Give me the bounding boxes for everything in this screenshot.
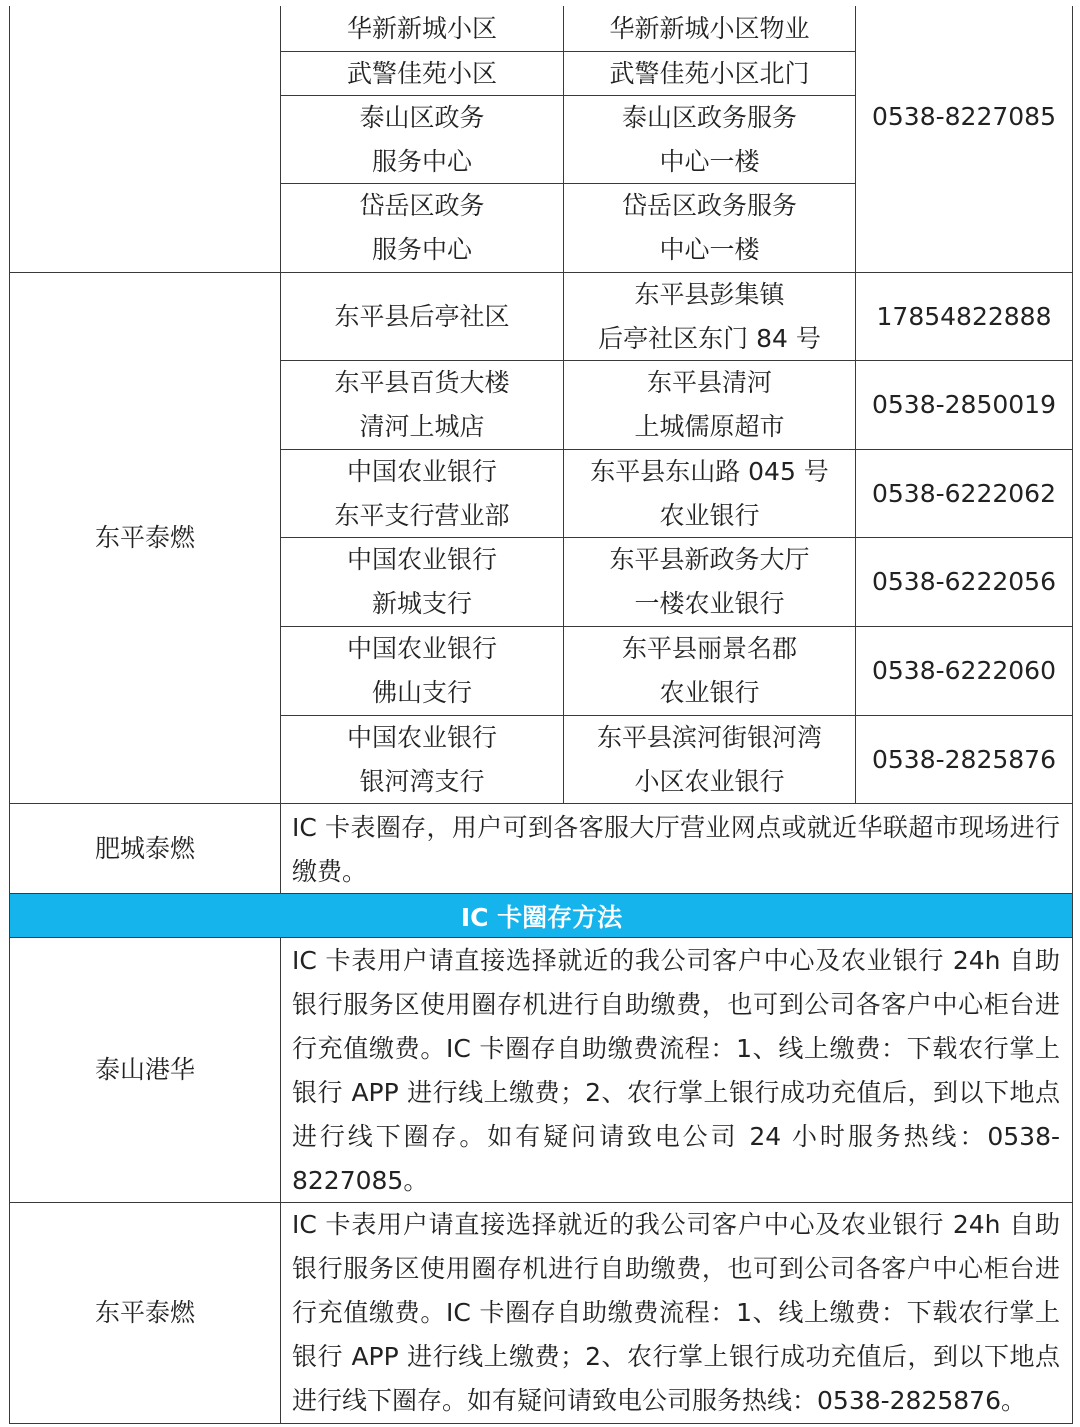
outlet-phone: 17854822888 xyxy=(876,301,1052,331)
outlet-name: 武警佳苑小区 xyxy=(346,58,497,88)
outlet-name: 中国农业银行 佛山支行 xyxy=(346,634,497,707)
outlet-name: 东平县后亭社区 xyxy=(334,301,510,331)
outlet-address: 东平县东山路 045 号 农业银行 xyxy=(590,456,829,530)
outlet-phone: 0538-6222062 xyxy=(872,478,1056,508)
column-divider xyxy=(280,937,281,1424)
outlet-name: 中国农业银行 东平支行营业部 xyxy=(334,456,510,530)
company-name: 肥城泰燃 xyxy=(94,833,195,863)
outlet-name: 岱岳区政务 服务中心 xyxy=(359,191,485,264)
outlet-address: 岱岳区政务服务 中心一楼 xyxy=(621,191,797,264)
outlet-phone: 0538-6222060 xyxy=(872,656,1056,685)
company-name: 东平泰燃 xyxy=(94,1298,195,1327)
outlet-address: 东平县丽景名郡 农业银行 xyxy=(621,634,797,707)
outlet-name: 泰山区政务 服务中心 xyxy=(359,102,485,176)
method-description: IC 卡表用户请直接选择就近的我公司客户中心及农业银行 24h 自助银行服务区使用圈存机进行自助缴费，也可到公司各客户中心柜台进行充值缴费。IC 卡圈存自助缴费流程：1、线上缴费：下载农行掌上银行 APP 进行线上缴费；2、农行掌上银行成功充值后，到以下地点进行线下圈存。如有疑问请致电公司 24 小时服务热线：0538-8227085。 xyxy=(292,946,1060,1195)
table-border-bottom xyxy=(9,1423,1073,1424)
outlet-address: 东平县彭集镇 后亭社区东门 84 号 xyxy=(598,279,821,353)
outlet-phone: 0538-2850019 xyxy=(872,390,1056,419)
outlet-name: 中国农业银行 新城支行 xyxy=(346,545,497,618)
outlet-address: 东平县新政务大厅 一楼农业银行 xyxy=(609,545,810,618)
outlet-name: 中国农业银行 银河湾支行 xyxy=(346,722,497,796)
company-name: 泰山港华 xyxy=(94,1055,195,1084)
outlet-phone: 0538-2825876 xyxy=(872,744,1056,774)
payment-note: IC 卡表圈存，用户可到各客服大厅营业网点或就近华联超市现场进行缴费。 xyxy=(292,813,1060,886)
outlet-address: 泰山区政务服务 中心一楼 xyxy=(621,102,797,176)
outlet-name: 华新新城小区 xyxy=(346,14,497,43)
company-name: 东平泰燃 xyxy=(94,523,195,552)
outlet-address: 东平县滨河街银河湾 小区农业银行 xyxy=(596,722,822,796)
outlet-phone: 0538-6222056 xyxy=(872,567,1056,596)
outlet-name: 东平县百货大楼 清河上城店 xyxy=(334,368,510,441)
section-title: IC 卡圈存方法 xyxy=(460,902,623,932)
outlet-address: 东平县清河 上城儒原超市 xyxy=(634,368,785,441)
outlet-address: 武警佳苑小区北门 xyxy=(609,58,810,88)
outlet-address: 华新新城小区物业 xyxy=(609,14,810,43)
method-description: IC 卡表用户请直接选择就近的我公司客户中心及农业银行 24h 自助银行服务区使用圈存机进行自助缴费，也可到公司各客户中心柜台进行充值缴费。IC 卡圈存自助缴费流程：1、线上缴费：下载农行掌上银行 APP 进行线上缴费；2、农行掌上银行成功充值后，到以下地点进行线下圈存。如有疑问请致电公司服务热线：0538-2825876。 xyxy=(292,1210,1060,1415)
outlet-phone: 0538-8227085 xyxy=(872,102,1056,131)
